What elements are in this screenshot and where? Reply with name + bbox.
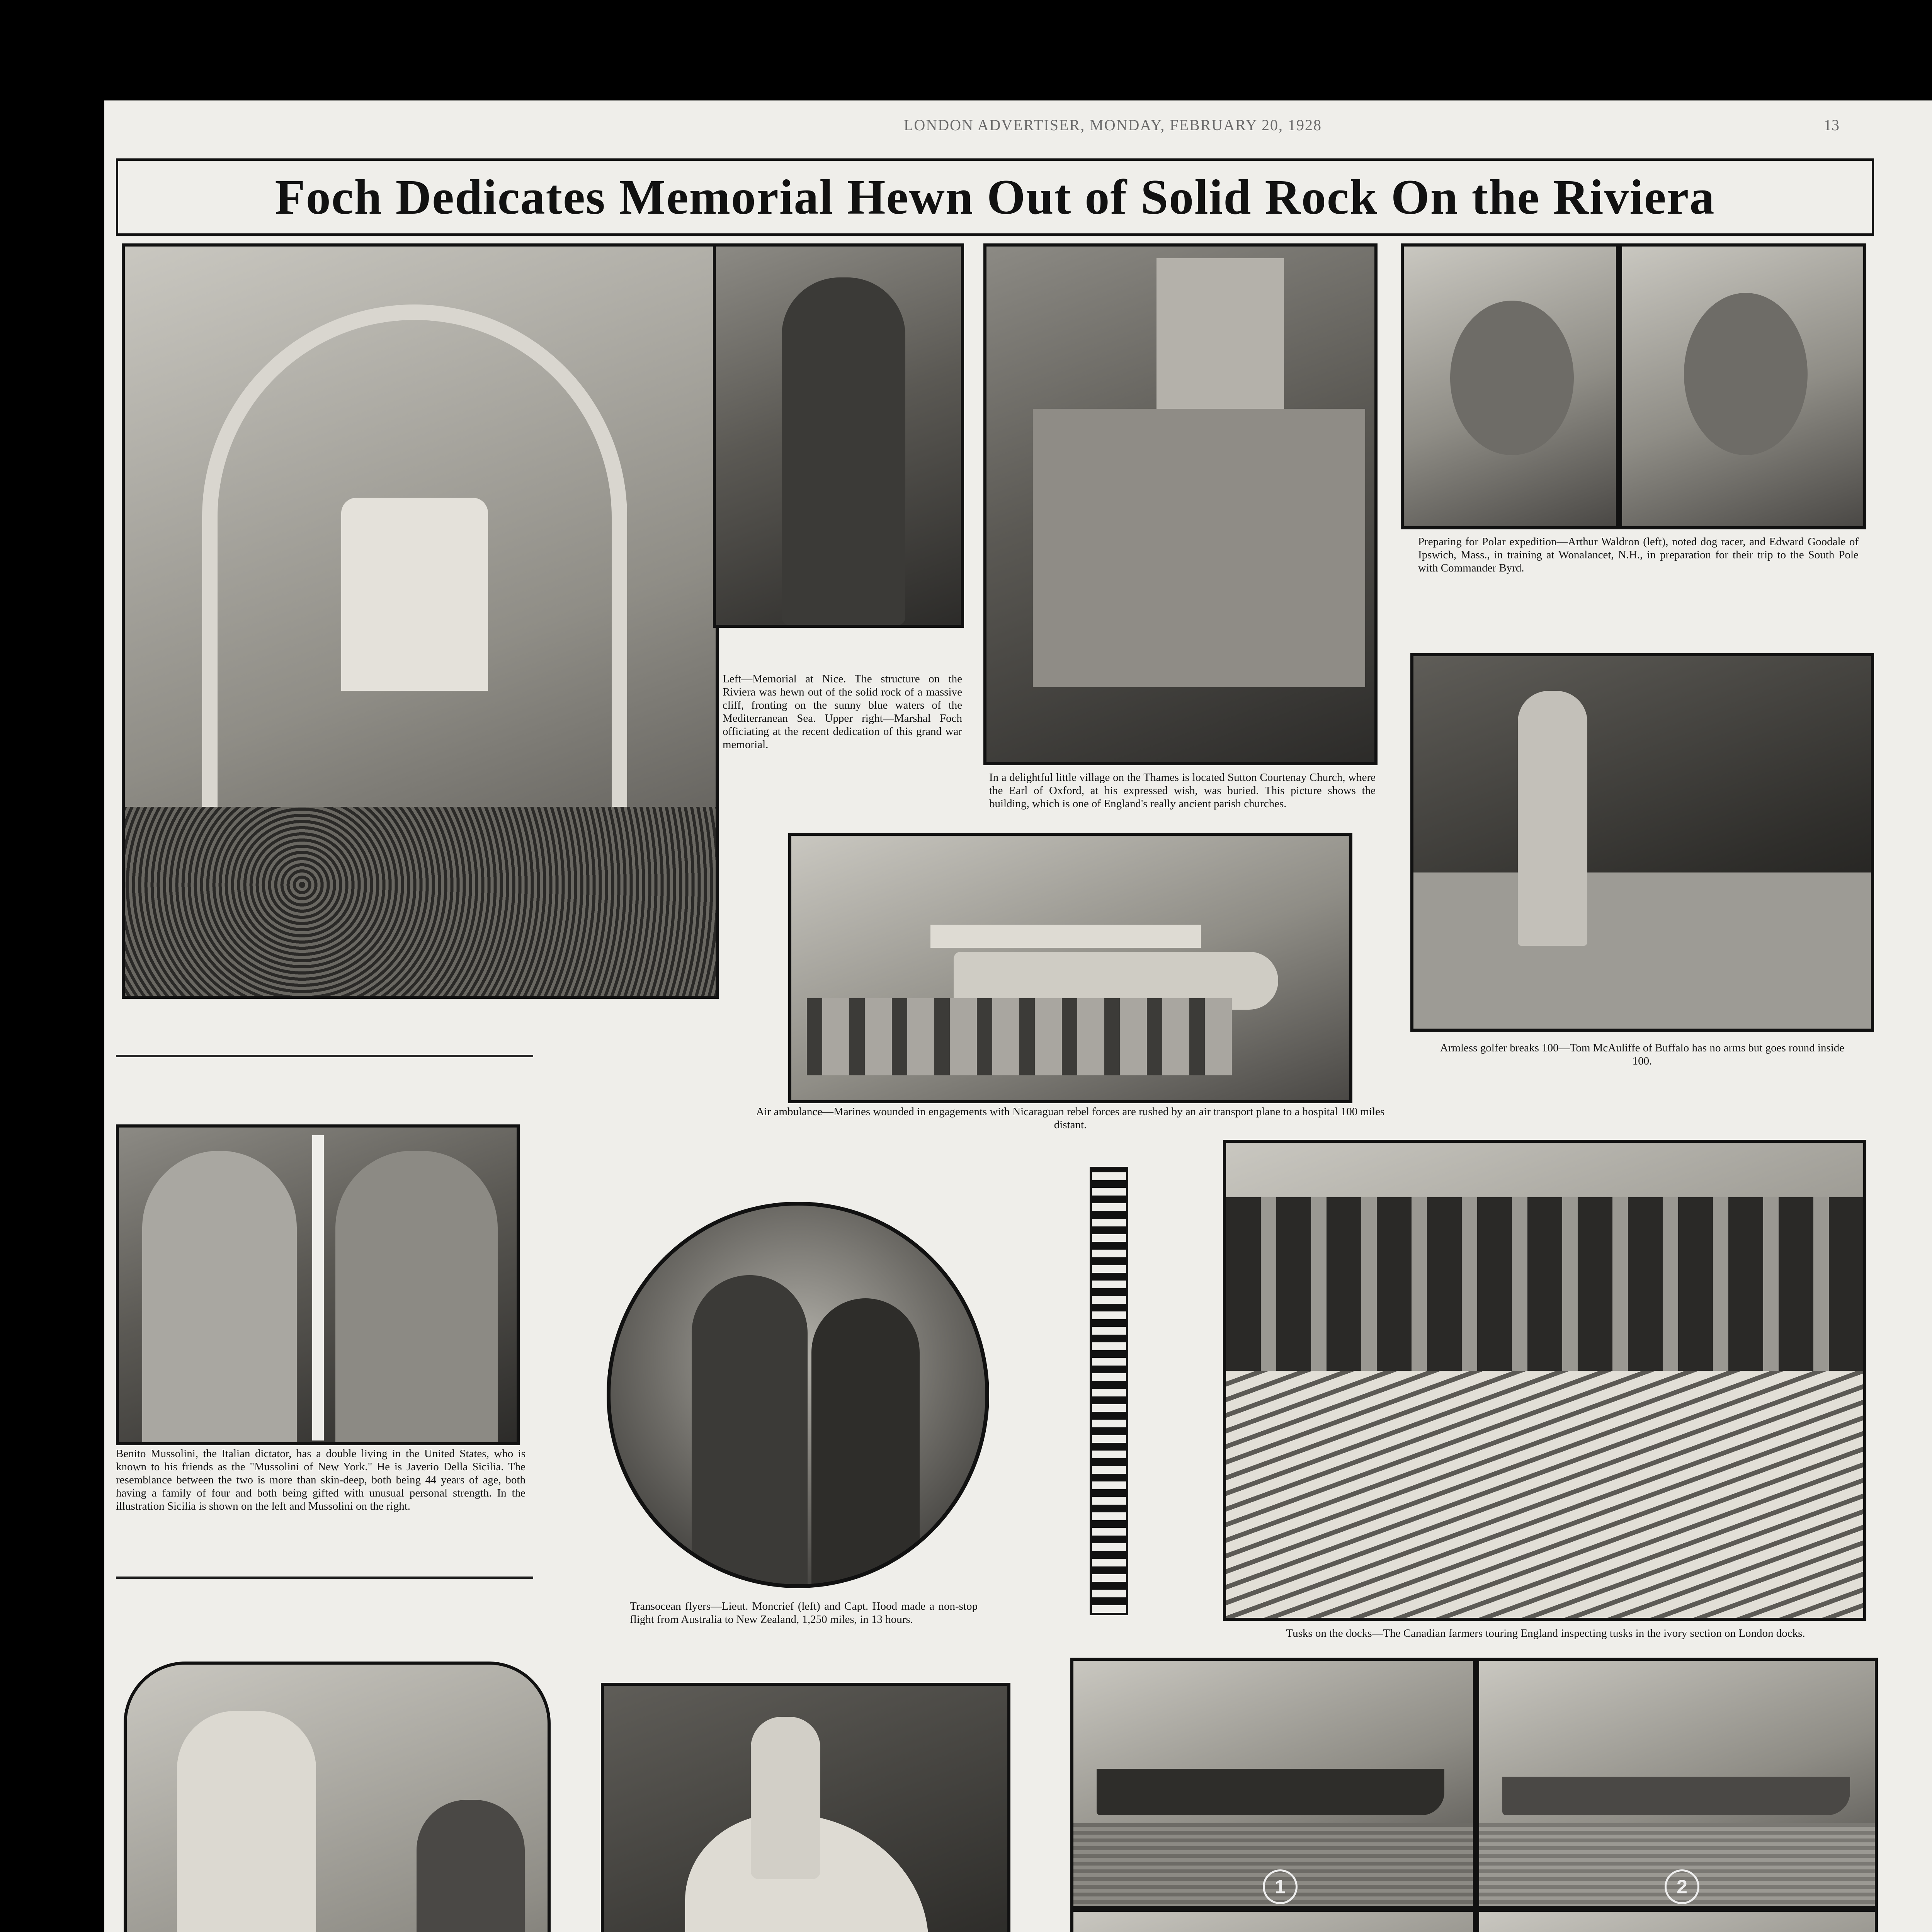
waldron-face	[1450, 301, 1574, 455]
flyer-hood	[811, 1298, 920, 1588]
ship-amazon	[1502, 1777, 1850, 1815]
revere-photo	[601, 1683, 1010, 1932]
polar-caption: Preparing for Polar expedition—Arthur Waldron (left), noted dog racer, and Edward Goodale of Ipswich, Mass., in training at Wonalancet, N.H., in preparation for their trip to the South Pole with Commander Byrd.	[1418, 536, 1859, 574]
memorial-crowd	[125, 807, 716, 999]
ground-crew	[807, 998, 1232, 1075]
section-divider	[116, 1055, 533, 1057]
frame-divider	[312, 1135, 324, 1440]
running-head: LONDON ADVERTISER, MONDAY, FEBRUARY 20, 1928	[903, 116, 1322, 134]
church-nave	[1033, 409, 1365, 687]
headline-banner	[116, 158, 1874, 236]
ship-number-2: 2	[1665, 1869, 1699, 1904]
mussolini-caption: Benito Mussolini, the Italian dictator, has a double living in the United States, who is known to his friends as the "Mussolini of New York." He is Javerio Della Sicilia. The resemblance between the two is more than skin-deep, both being 44 years of age, both having a family of four and both being gifted with unusual personal strength. In the illustration Sicilia is shown on the left and Mussolini on the right.	[116, 1447, 526, 1512]
memorial-rotunda	[341, 498, 488, 691]
mussolini-portrait	[335, 1151, 498, 1444]
flyers-caption: Transocean flyers—Lieut. Moncrief (left) and Capt. Hood made a non-stop flight from Australia to New Zealand, 1,250 miles, in 13 hours.	[630, 1600, 978, 1626]
memorial-caption: Left—Memorial at Nice. The structure on the Riviera was hewn out of the solid rock of a massive cliff, fronting on the sunny blue waters of the Mediterranean Sea. Upper right—Marshal Foch officiating at the recent dedication of this grand war memorial.	[723, 673, 962, 751]
air-ambulance-photo	[788, 833, 1352, 1103]
polar-photo-left	[1401, 243, 1619, 529]
tusks-caption: Tusks on the docks—The Canadian farmers touring England inspecting tusks in the ivory section on London docks.	[1286, 1627, 1805, 1639]
trapper-figure	[177, 1711, 316, 1932]
goodale-face	[1684, 293, 1808, 455]
foch-photo	[713, 243, 964, 628]
navy-photo-2	[1476, 1658, 1878, 1909]
ship-number-1: 1	[1263, 1869, 1298, 1904]
memorial-photo	[122, 243, 719, 999]
navy-photo-3	[1070, 1909, 1476, 1932]
trapper-photo	[124, 1662, 551, 1932]
air-ambulance-caption: Air ambulance—Marines wounded in engagements with Nicaraguan rebel forces are rushed by an air transport plane to a hospital 100 miles distant.	[756, 1105, 1385, 1131]
golfer-caption: Armless golfer breaks 100—Tom McAuliffe of Buffalo has no arms but goes round inside 100.	[1440, 1042, 1845, 1067]
ship-vancouver	[1097, 1769, 1444, 1815]
farmers-group	[1226, 1197, 1863, 1371]
navy-photo-1	[1070, 1658, 1476, 1909]
golf-green	[1413, 872, 1871, 1032]
page-number: 13	[1824, 116, 1839, 134]
foch-figure	[782, 277, 905, 625]
ornamental-border	[1090, 1167, 1128, 1615]
headline: Foch Dedicates Memorial Hewn Out of Solid Rock On the Riviera	[275, 169, 1715, 224]
sicilia-portrait	[142, 1151, 297, 1444]
golfer-figure	[1518, 691, 1587, 946]
church-caption: In a delightful little village on the Thames is located Sutton Courtenay Church, where the Earl of Oxford, at his expressed wish, was buried. This picture shows the building, which is one of England's really ancient parish churches.	[989, 771, 1376, 810]
navy-photo-4	[1476, 1909, 1878, 1932]
flyer-moncrief	[692, 1275, 808, 1588]
companion-figure	[417, 1800, 525, 1932]
mussolini-photo	[116, 1124, 520, 1445]
section-divider-lower	[116, 1577, 533, 1579]
flyers-photo	[607, 1202, 989, 1588]
tusks-photo	[1223, 1140, 1866, 1621]
revere-rider	[751, 1717, 820, 1879]
golfer-photo	[1410, 653, 1874, 1032]
airplane-wing	[930, 925, 1201, 948]
polar-photo-right	[1619, 243, 1866, 529]
church-photo	[983, 243, 1378, 765]
tusk-pile	[1226, 1371, 1863, 1621]
